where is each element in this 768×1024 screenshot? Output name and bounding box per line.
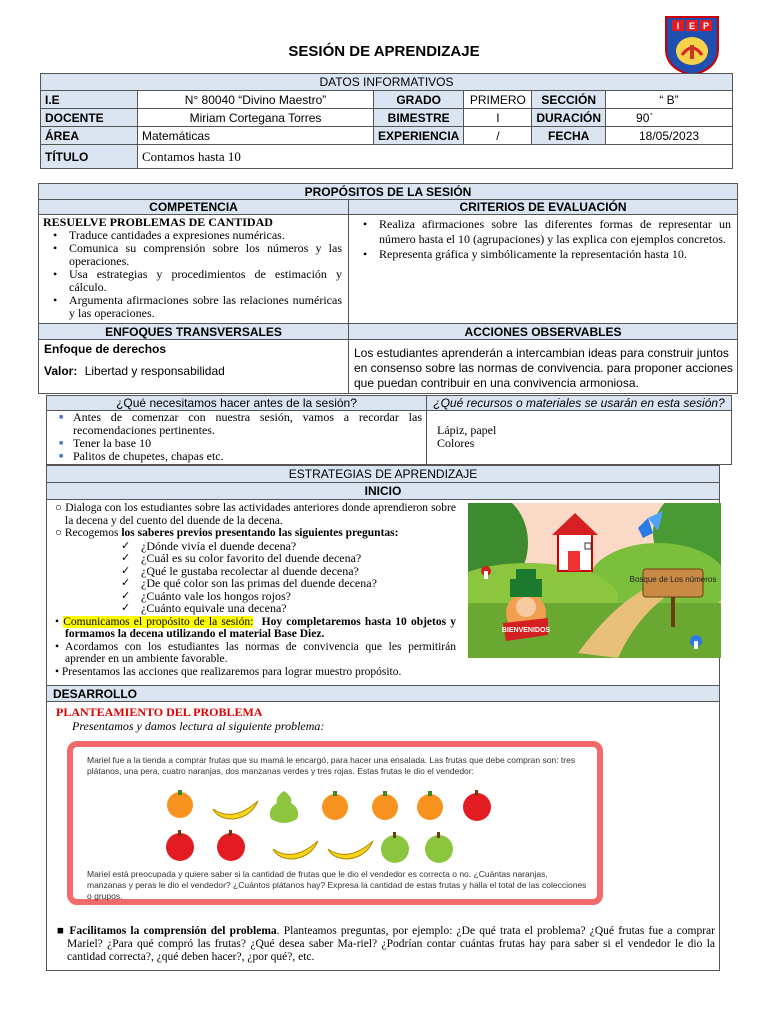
experiencia-label: EXPERIENCIA [374, 127, 464, 145]
list-item: ✓ ¿Cuánto equivale una decena? [51, 602, 456, 615]
experiencia-value: / [464, 127, 532, 145]
svg-text:E: E [688, 21, 696, 31]
orange-icon [322, 791, 348, 820]
pear-icon [270, 791, 298, 823]
bimestre-value: I [464, 109, 532, 127]
proposito-paragraph [51, 616, 456, 641]
school-logo [664, 15, 720, 77]
ie-value: N° 80040 “Divino Maestro” [138, 91, 374, 109]
svg-text:P: P [702, 21, 710, 31]
estrategias-header: ESTRATEGIAS DE APRENDIZAJE [47, 466, 719, 483]
problem-text-1: Mariel fue a la tienda a comprar frutas que su mamá le encargó, para hacer una ensalada. Las frutas que debe compran son: tres plátanos, una pera, cuatro naranjas, dos manzanas verdes y tres rojas. Estas frutas le dio el vendedor: [87, 755, 576, 776]
propositos-section [38, 183, 738, 394]
list-item: • Realiza afirmaciones sobre las diferentes formas de representar un número hasta el 10 (agrupaciones) y las explica con ejemplos concretos. [353, 217, 731, 247]
page-title: SESIÓN DE APRENDIZAJE [288, 43, 480, 60]
banana-icon [273, 841, 318, 859]
list-item: ■ Palitos de chupetes, chapas etc. [47, 450, 422, 463]
datos-header: DATOS INFORMATIVOS [41, 74, 733, 91]
seccion-label: SECCIÓN [532, 91, 606, 109]
area-value: Matemáticas [138, 127, 374, 145]
list-item: • Usa estrategias y procedimientos de estimación y cálculo. [43, 268, 342, 294]
list-item: ✓ ¿De qué color son las primas del duende decena? [51, 577, 456, 590]
banner-text: BIENVENIDOS [501, 627, 551, 634]
inicio-p2-prefix: Recogemos [64, 527, 122, 539]
titulo-label: TÍTULO [41, 145, 138, 169]
red-apple-icon [463, 790, 491, 821]
recurso-item: Colores [437, 436, 475, 450]
list-item: • Argumenta afirmaciones sobre las relaciones numéricas y las operaciones. [43, 294, 342, 320]
orange-icon [167, 790, 193, 818]
planteamiento-title: PLANTEAMIENTO DEL PROBLEMA [56, 705, 263, 719]
duracion-label: DURACIÓN [532, 109, 606, 127]
list-item: • Representa gráfica y simbólicamente la representación hasta 10. [353, 247, 731, 262]
inicio-bullet-3 [51, 666, 456, 679]
criterios-list [353, 217, 731, 262]
recursos-header: ¿Qué recursos o materiales se usarán en esta sesión? [427, 396, 731, 411]
forest-illustration [468, 503, 721, 658]
antes-cell [47, 411, 427, 464]
docente-label: DOCENTE [41, 109, 138, 127]
valor-value: Libertad y responsabilidad [84, 364, 225, 378]
list-item: ✓ ¿Qué le gustaba recolectar al duende decena? [51, 565, 456, 578]
green-apple-icon [425, 832, 453, 863]
enfoque-cell [39, 340, 349, 393]
competencia-title: RESUELVE PROBLEMAS DE CANTIDAD [43, 215, 273, 229]
preparacion-section [46, 395, 732, 465]
recursos-cell [437, 424, 496, 450]
bimestre-label: BIMESTRE [374, 109, 464, 127]
estrategias-section [46, 465, 720, 971]
list-item: • Comunica su comprensión sobre los números y las operaciones. [43, 242, 342, 268]
ie-label: I.E [41, 91, 138, 109]
inicio-header: INICIO [47, 483, 719, 500]
problem-frame [67, 741, 603, 905]
inicio-paragraph-1 [51, 502, 456, 527]
grado-value: PRIMERO [464, 91, 532, 109]
green-apple-icon [381, 832, 409, 863]
list-item: ✓ ¿Cuánto vale los hongos rojos? [51, 590, 456, 603]
inicio-bullet-2 [51, 641, 456, 666]
acciones-text: Los estudiantes aprenderán a intercambian ideas para construir juntos en consenso sobre las normas de convivencia. para proponer acciones que puedan contribuir en una convivencia armoniosa. [354, 346, 733, 390]
red-apple-icon [166, 830, 194, 861]
inicio-p1-text: Dialoga con los estudiantes sobre las actividades anteriores donde aprendieron sobre la decena y del cuento del duende de la decena. [65, 502, 456, 527]
inicio-b2-text: Acordamos con los estudiantes las normas de convivencia que les permitirán aprender en un ambiente favorable. [65, 640, 456, 665]
inicio-b3-text: Presentamos las acciones que realizaremos para lograr muestro propósito. [61, 665, 402, 678]
fecha-label: FECHA [532, 127, 606, 145]
competencia-cell [39, 215, 349, 324]
grado-label: GRADO [374, 91, 464, 109]
seccion-value: “ B” [606, 91, 733, 109]
docente-value: Miriam Cortegana Torres [138, 109, 374, 127]
orange-icon [417, 791, 443, 820]
inicio-content [51, 502, 456, 678]
list-item: ✓ ¿Cuál es su color favorito del duende decena? [51, 552, 456, 565]
proposito-highlight: Comunicamos el propósito de la sesión: [63, 615, 254, 628]
inicio-paragraph-2 [51, 527, 456, 540]
datos-informativos-table [40, 73, 733, 169]
competencia-list [43, 229, 342, 320]
criterios-header: CRITERIOS DE EVALUACIÓN [349, 200, 737, 215]
enfoque-title: Enfoque de derechos [44, 342, 167, 356]
bullet-icon: • [55, 640, 66, 653]
list-item: ■ Tener la base 10 [47, 437, 422, 450]
inicio-p2-bold: los saberes previos presentando las siguientes preguntas: [121, 527, 399, 539]
area-label: ÁREA [41, 127, 138, 145]
bullet-icon: • [55, 615, 64, 628]
red-apple-icon [217, 830, 245, 861]
antes-header: ¿Qué necesitamos hacer antes de la sesión? [47, 396, 427, 411]
antes-list [47, 411, 422, 463]
square-bullet-icon: ■ [57, 925, 70, 937]
svg-text:I: I [676, 21, 680, 31]
planteamiento-sub: Presentamos y damos lectura al siguiente problema: [72, 719, 325, 733]
facilitamos-text: . Planteamos preguntas, por ejemplo: ¿De qué trata el problema? ¿Qué frutas fue a comprar Mariel? ¿Para qué compró las frutas? ¿Qué desea saber Ma-riel? ¿Podrían contar cuántas frutas hay para saber si el vendedor le dio la cantidad correcta?, ¿qué deben hacer?, ¿por qué?, etc. [67, 925, 715, 963]
orange-icon [372, 791, 398, 820]
list-item: ■ Antes de comenzar con nuestra sesión, vamos a recordar las recomendaciones pertinentes. [47, 411, 422, 437]
valor-row [44, 364, 343, 378]
valor-label: Valor: [44, 364, 78, 378]
propositos-header: PROPÓSITOS DE LA SESIÓN [39, 184, 737, 200]
banana-icon [328, 841, 373, 859]
criterios-cell [349, 215, 737, 324]
circle-bullet-icon: ○ [55, 527, 65, 539]
bullet-icon: • [55, 665, 62, 678]
acciones-header: ACCIONES OBSERVABLES [349, 324, 737, 340]
enfoques-header: ENFOQUES TRANSVERSALES [39, 324, 349, 340]
facilitamos-paragraph [53, 925, 715, 964]
facilitamos-bold: Facilitamos la comprensión del problema [69, 925, 277, 937]
desarrollo-header: DESARROLLO [47, 685, 719, 702]
fruits-area [73, 787, 597, 867]
fecha-value: 18/05/2023 [606, 127, 733, 145]
list-item: ✓ ¿Dónde vivía el duende decena? [51, 540, 456, 553]
fruits-svg [73, 787, 597, 867]
circle-bullet-icon: ○ [55, 502, 66, 514]
duracion-value: 90` [606, 109, 733, 127]
list-item: • Traduce cantidades a expresiones numéricas. [43, 229, 342, 242]
competencia-header: COMPETENCIA [39, 200, 349, 215]
sign-text: Bosque de Los números [629, 575, 717, 584]
recurso-item: Lápiz, papel [437, 423, 497, 437]
proposito-bold: Hoy completaremos hasta 10 objetos y formamos la decena utilizando el material Base Diez. [65, 615, 457, 640]
preguntas-list [51, 540, 456, 615]
titulo-value: Contamos hasta 10 [138, 145, 733, 169]
banana-icon [213, 801, 258, 819]
problem-text-2: Mariel está preocupada y quiere saber si la cantidad de frutas que le dio el vendedor es correcta o no. ¿Cuántas naranjas, manzanas y peras le dio el vendedor? ¿Cuántos plátanos hay? Expresa la cantidad de estas frutas y halla el total de las colecciones o grupos. [87, 869, 587, 901]
